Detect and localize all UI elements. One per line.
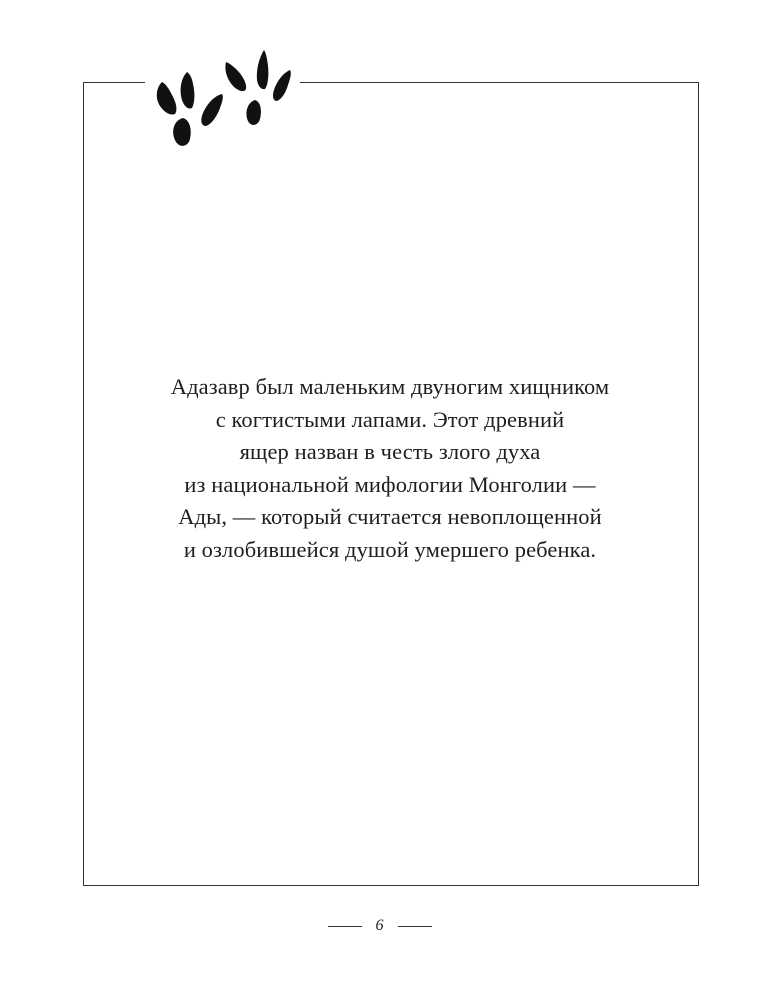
paragraph-line: Адазавр был маленьким двуногим хищником	[170, 374, 610, 399]
paragraph-line: и озлобившейся душой умершего ребенка.	[183, 536, 597, 562]
footprint-right-icon	[225, 50, 290, 125]
paragraph-line: из национальной мифологии Монголии —	[184, 471, 596, 497]
page-number: 6	[375, 917, 384, 934]
footprint-left-icon	[157, 72, 223, 146]
page-footer	[0, 913, 759, 939]
dinosaur-footprints-icon	[140, 40, 310, 160]
footer-rule-right	[398, 926, 432, 927]
footer-rule-left	[328, 926, 362, 927]
paragraph-line: Ады, — который считается невоплощенной	[178, 504, 602, 529]
body-paragraph	[100, 371, 680, 566]
paragraph-line: с когтистыми лапами. Этот древний	[215, 406, 565, 432]
paragraph-line: ящер назван в честь злого духа	[239, 439, 541, 464]
